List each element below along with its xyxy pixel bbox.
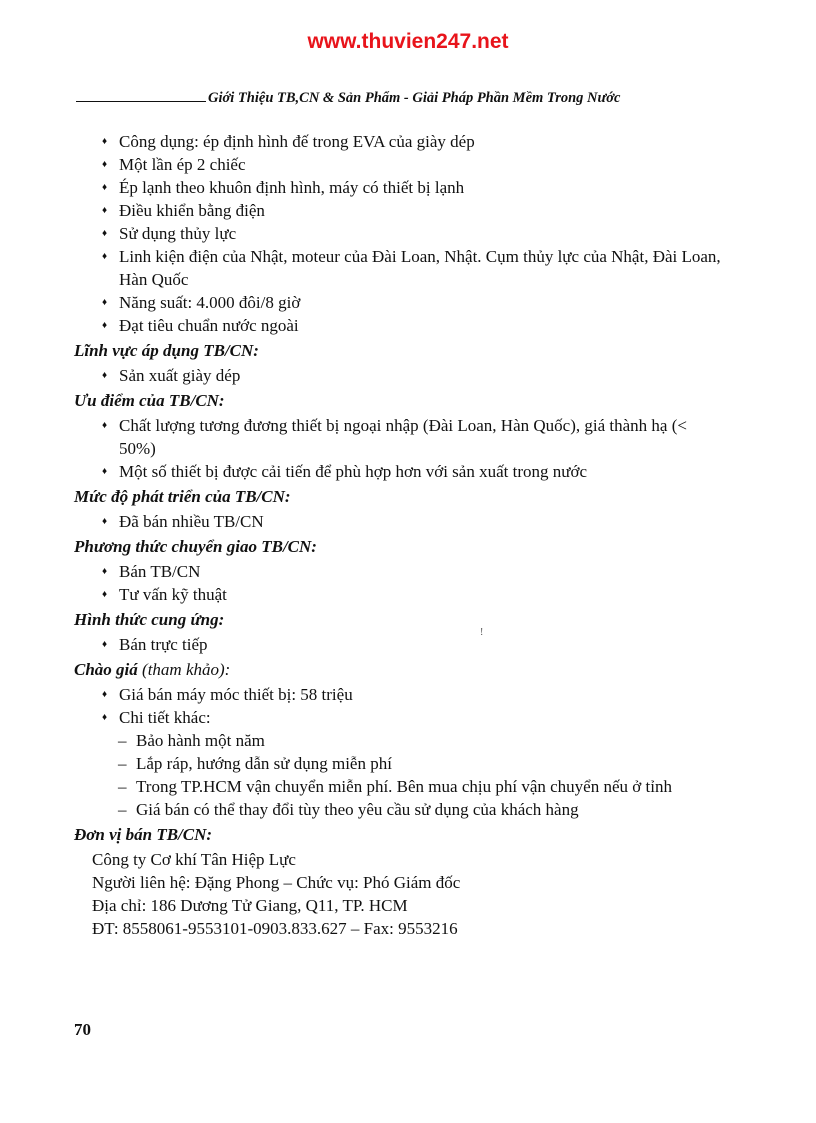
seller-phone: ĐT: 8558061-9553101-0903.833.627 – Fax: 9553216: [92, 919, 458, 938]
supply-list: [74, 633, 724, 656]
page-content: [74, 130, 724, 940]
list-item: ♦ Đã bán nhiều TB/CN: [102, 510, 724, 533]
header-rule: [76, 101, 206, 102]
price-heading: [74, 658, 724, 681]
price-details-list: [74, 729, 724, 821]
list-item: ♦ Bán trực tiếp: [102, 633, 724, 656]
application-list: [74, 364, 724, 387]
list-item: – Trong TP.HCM vận chuyển miễn phí. Bên mua chịu phí vận chuyển nếu ở tỉnh: [118, 775, 724, 798]
features-list: [74, 130, 724, 337]
seller-contact: Người liên hệ: Đặng Phong – Chức vụ: Phó Giám đốc: [92, 873, 461, 892]
list-item: ♦ Sử dụng thủy lực: [102, 222, 724, 245]
development-heading: Mức độ phát triển của TB/CN:: [74, 487, 291, 506]
list-item: ♦ Đạt tiêu chuẩn nước ngoài: [102, 314, 724, 337]
application-heading: Lĩnh vực áp dụng TB/CN:: [74, 341, 259, 360]
list-item: – Bảo hành một năm: [118, 729, 724, 752]
list-item: ♦ Chất lượng tương đương thiết bị ngoại nhập (Đài Loan, Hàn Quốc), giá thành hạ (< 50%): [102, 414, 724, 460]
list-item: ♦ Công dụng: ép định hình đế trong EVA của giày dép: [102, 130, 724, 153]
list-item: ♦ Năng suất: 4.000 đôi/8 giờ: [102, 291, 724, 314]
supply-heading: Hình thức cung ứng:: [74, 610, 225, 629]
list-item: ♦ Bán TB/CN: [102, 560, 724, 583]
running-header: Giới Thiệu TB,CN & Sản Phẩm - Giải Pháp Phần Mềm Trong Nước: [208, 90, 621, 106]
list-item: ♦ Một lần ép 2 chiếc: [102, 153, 724, 176]
advantages-heading: Ưu điểm của TB/CN:: [74, 391, 225, 410]
price-heading-label: Chào giá: [74, 660, 138, 679]
list-item: ♦ Chi tiết khác:: [102, 706, 724, 729]
list-item: ♦ Linh kiện điện của Nhật, moteur của Đài Loan, Nhật. Cụm thủy lực của Nhật, Đài Loan, Hàn Quốc: [102, 245, 724, 291]
seller-address: Địa chỉ: 186 Dương Tử Giang, Q11, TP. HCM: [92, 896, 408, 915]
list-item: ♦ Điều khiển bằng điện: [102, 199, 724, 222]
seller-heading: Đơn vị bán TB/CN:: [74, 825, 213, 844]
seller-company: Công ty Cơ khí Tân Hiệp Lực: [92, 850, 296, 869]
price-heading-note: (tham khảo):: [142, 660, 231, 679]
page-number: 70: [74, 1020, 91, 1039]
development-list: [74, 510, 724, 533]
scan-speck: !: [480, 627, 484, 638]
list-item: ♦ Sản xuất giày dép: [102, 364, 724, 387]
watermark-url: www.thuvien247.net: [307, 30, 509, 53]
advantages-list: [74, 414, 724, 483]
transfer-list: [74, 560, 724, 606]
list-item: ♦ Giá bán máy móc thiết bị: 58 triệu: [102, 683, 724, 706]
list-item: ♦ Tư vấn kỹ thuật: [102, 583, 724, 606]
list-item: – Lắp ráp, hướng dẫn sử dụng miễn phí: [118, 752, 724, 775]
list-item: ♦ Một số thiết bị được cải tiến để phù hợp hơn với sản xuất trong nước: [102, 460, 724, 483]
seller-info: [74, 848, 724, 940]
transfer-heading: Phương thức chuyển giao TB/CN:: [74, 537, 317, 556]
list-item: ♦ Ép lạnh theo khuôn định hình, máy có thiết bị lạnh: [102, 176, 724, 199]
list-item: – Giá bán có thể thay đổi tùy theo yêu cầu sử dụng của khách hàng: [118, 798, 724, 821]
price-list: [74, 683, 724, 729]
